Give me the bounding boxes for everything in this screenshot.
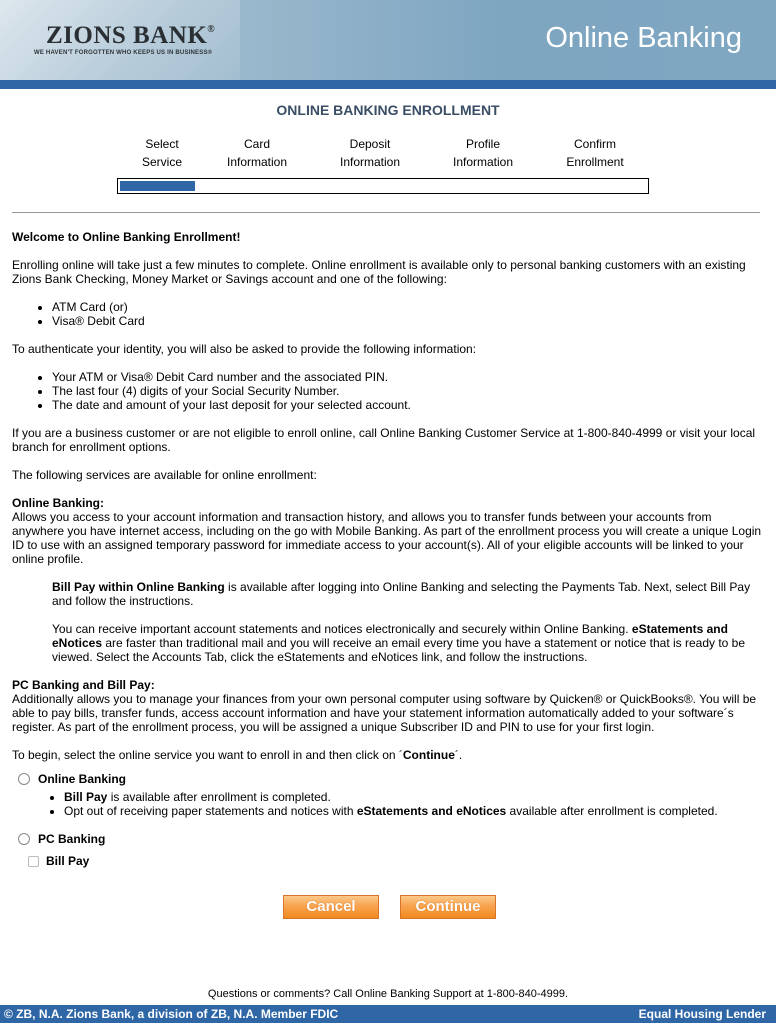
business-note: If you are a business customer or are not eligible to enroll online, call Online Banking Customer Service at 1-800-840-4999 or visit your local branch for enrollment options. (12, 426, 756, 454)
equal-housing-lender-link[interactable]: Equal Housing Lender (638, 1007, 766, 1021)
services-intro: The following services are available for online enrollment: (12, 468, 317, 482)
pc-banking-heading: PC Banking and Bill Pay: (12, 678, 155, 692)
online-banking-features (12, 790, 762, 818)
bill-pay-option[interactable] (12, 852, 762, 870)
online-banking-text: Allows you access to your account information and transaction history, and allows you to transfer funds between your accounts from anywhere you have internet access, including on the go with Mobile Banking. As part of the enrollment process you will create a unique Login ID to use with an assigned temporary password for immediate access to your account(s). All of your eligible accounts will be linked to your online profile. (12, 510, 762, 566)
estatements-info: You can receive important account statements and notices electronically and securely within Online Banking. eStatements and eNotices are faster than traditional mail and you will receive an email every time you have a statement or notice that is ready to be viewed. Select the Accounts Tab, click the eStatements and eNotices link, and follow the instructions. (52, 622, 746, 664)
step-profile-information: Profile Information (452, 137, 514, 169)
step-card-information: Card Information (226, 137, 288, 169)
step-deposit-information: Deposit Information (339, 137, 401, 169)
bill-pay-info: Bill Pay within Online Banking is available after logging into Online Banking and selecting the Payments Tab. Next, select Bill Pay and follow the instructions. (52, 580, 751, 608)
enrollment-steps (0, 135, 776, 175)
list-item: • Bill Pay is available after enrollment is completed. (64, 790, 762, 804)
logo-wordmark: ZIONS BANK® (46, 22, 216, 49)
pc-banking-text: Additionally allows you to manage your finances from your own personal computer using software by Quicken® or QuickBooks®. You will be able to pay bills, transfer funds, access account information and have your statement information automatically added to your software´s register. As part of the enrollment process, you will be assigned a unique Subscriber ID and PIN to use for your first login. (12, 692, 757, 734)
pc-banking-radio[interactable] (18, 833, 30, 845)
support-note: Questions or comments? Call Online Banking Support at 1-800-840-4999. (207, 988, 569, 1000)
header-divider-bar (0, 80, 776, 89)
online-banking-option[interactable] (12, 770, 762, 788)
intro-text: Enrolling online will take just a few minutes to complete. Online enrollment is available only to personal banking customers with an existing Zions Bank Checking, Money Market or Savings account and one of the following: (12, 258, 746, 286)
welcome-heading: Welcome to Online Banking Enrollment! (12, 230, 241, 244)
bill-pay-checkbox[interactable] (28, 856, 39, 867)
bill-pay-label[interactable]: Bill Pay (46, 854, 90, 868)
continue-button[interactable]: Continue (400, 895, 496, 919)
auth-intro-text: To authenticate your identity, you will also be asked to provide the following information: (12, 342, 477, 356)
cancel-button[interactable]: Cancel (283, 895, 379, 919)
footer-bar (0, 1005, 776, 1023)
header-title: Online Banking (545, 22, 742, 54)
list-item: • Your ATM or Visa® Debit Card number and the associated PIN. (52, 370, 762, 384)
online-banking-heading: Online Banking: (12, 496, 105, 510)
header-banner (0, 0, 776, 80)
list-item: • The last four (4) digits of your Social Security Number. (52, 384, 762, 398)
list-item: • Visa® Debit Card (52, 314, 762, 328)
progress-bar-fill (120, 181, 195, 191)
list-item: • ATM Card (or) (52, 300, 762, 314)
section-divider (12, 212, 760, 213)
progress-bar (117, 178, 649, 194)
card-list (12, 300, 762, 328)
copyright-text: © ZB, N.A. Zions Bank, a division of ZB, N.A. Member FDIC (4, 1007, 339, 1021)
online-banking-radio[interactable] (18, 773, 30, 785)
step-select-service: Select Service (141, 137, 182, 169)
pc-banking-label[interactable]: PC Banking (38, 832, 106, 846)
online-banking-label[interactable]: Online Banking (38, 772, 127, 786)
list-item: • Opt out of receiving paper statements and notices with eStatements and eNotices available after enrollment is completed. (64, 804, 762, 818)
bank-logo[interactable] (0, 0, 240, 80)
auth-list (12, 370, 762, 412)
page-title: ONLINE BANKING ENROLLMENT (276, 102, 500, 118)
begin-instructions: To begin, select the online service you want to enroll in and then click on ´Continue´. (12, 748, 463, 762)
list-item: • The date and amount of your last deposit for your selected account. (52, 398, 762, 412)
step-confirm-enrollment: Confirm Enrollment (566, 137, 624, 169)
logo-tagline: WE HAVEN'T FORGOTTEN WHO KEEPS US IN BUSINESS® (34, 50, 213, 56)
pc-banking-option[interactable] (12, 830, 762, 848)
enrollment-info (12, 230, 762, 870)
